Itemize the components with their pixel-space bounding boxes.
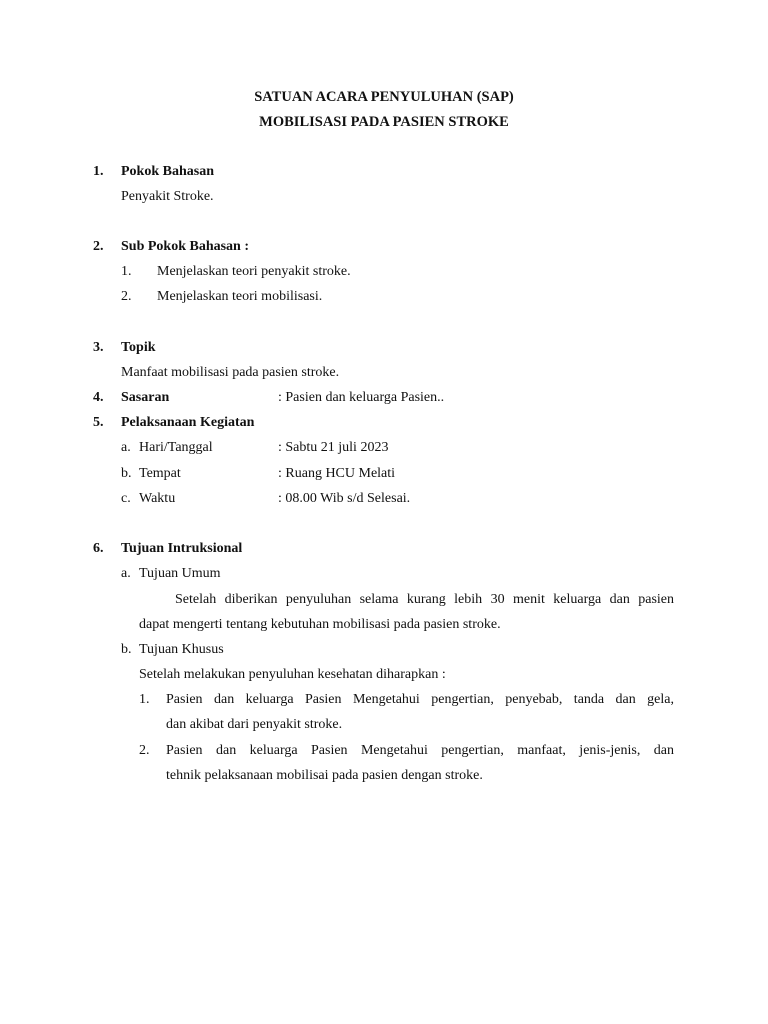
item-label-waktu: Waktu [139, 491, 176, 506]
item-value-tempat: : Ruang HCU Melati [278, 466, 396, 481]
section-heading: Pelaksanaan Kegiatan [121, 415, 255, 430]
list-item-number: 1. [121, 264, 132, 279]
list-item-number: 1. [139, 692, 150, 707]
list-item-line: tehnik pelaksanaan mobilisai pada pasien dengan stroke. [166, 768, 483, 783]
list-item-number: 2. [121, 289, 132, 304]
paragraph-line: dapat mengerti tentang kebutuhan mobilisasi pada pasien stroke. [139, 617, 501, 632]
list-item-line: Pasien dan keluarga Pasien Mengetahui pengertian, manfaat, jenis-jenis, dan [166, 743, 674, 758]
subheading-tujuan-umum: Tujuan Umum [139, 566, 221, 581]
section-number: 4. [93, 390, 104, 405]
item-letter: a. [121, 566, 131, 581]
section-heading: Tujuan Intruksional [121, 541, 243, 556]
item-letter: b. [121, 466, 132, 481]
list-item: Menjelaskan teori mobilisasi. [157, 289, 323, 304]
section-number: 2. [93, 239, 104, 254]
section-content: Manfaat mobilisasi pada pasien stroke. [121, 365, 340, 380]
section-content: Penyakit Stroke. [121, 189, 214, 204]
document-title: SATUAN ACARA PENYULUHAN (SAP) [254, 89, 514, 105]
list-item: Menjelaskan teori penyakit stroke. [157, 264, 351, 279]
section-number: 3. [93, 340, 104, 355]
section-number: 1. [93, 164, 104, 179]
list-item-line: Pasien dan keluarga Pasien Mengetahui pengertian, penyebab, tanda dan gela, [166, 692, 674, 707]
paragraph-intro: Setelah melakukan penyuluhan kesehatan diharapkan : [139, 667, 446, 682]
section-heading: Sub Pokok Bahasan : [121, 239, 250, 254]
subheading-tujuan-khusus: Tujuan Khusus [139, 642, 224, 657]
section-number: 5. [93, 415, 104, 430]
item-value-waktu: : 08.00 Wib s/d Selesai. [278, 491, 411, 506]
item-value-hari-tanggal: : Sabtu 21 juli 2023 [278, 440, 389, 455]
item-letter: a. [121, 440, 131, 455]
paragraph-line: Setelah diberikan penyuluhan selama kurang lebih 30 menit keluarga dan pasien [175, 592, 674, 607]
item-label-hari-tanggal: Hari/Tanggal [139, 440, 213, 455]
section-heading: Topik [121, 340, 156, 355]
item-label-tempat: Tempat [139, 466, 181, 481]
item-letter: b. [121, 642, 132, 657]
section-value: : Pasien dan keluarga Pasien.. [278, 390, 445, 405]
section-heading: Sasaran [121, 390, 170, 405]
item-letter: c. [121, 491, 131, 506]
document-subtitle: MOBILISASI PADA PASIEN STROKE [259, 114, 509, 130]
list-item-line: dan akibat dari penyakit stroke. [166, 717, 343, 732]
list-item-number: 2. [139, 743, 150, 758]
section-number: 6. [93, 541, 104, 556]
section-heading: Pokok Bahasan [121, 164, 214, 179]
